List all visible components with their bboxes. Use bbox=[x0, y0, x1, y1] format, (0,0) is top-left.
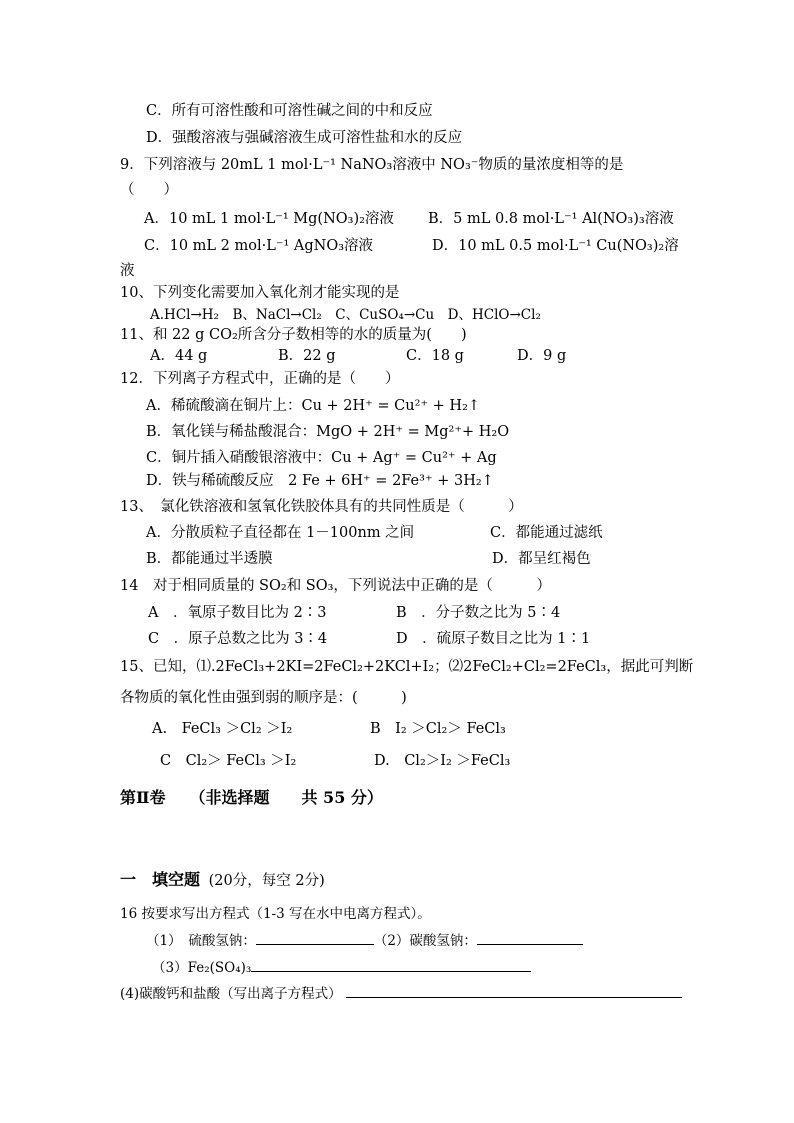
q9-option-d-wrap: 液 bbox=[120, 263, 135, 279]
q10-stem: 10、下列变化需要加入氧化剂才能实现的是 bbox=[120, 285, 400, 301]
q14-option-c: C ．原子总数之比为 3∶4 bbox=[148, 631, 328, 647]
q15-option-a: A. FeCl₃ ＞Cl₂ ＞I₂ bbox=[152, 721, 293, 737]
q11-option-d: D．9 g bbox=[517, 348, 567, 364]
q11-option-b: B．22 g bbox=[278, 348, 336, 364]
q14-option-b: B ．分子数之比为 5∶4 bbox=[396, 605, 561, 621]
q16-item-1-row bbox=[146, 930, 583, 951]
q12-option-d: D．铁与稀硫酸反应 2 Fe + 6H⁺ = 2Fe³⁺ + 3H₂↑ bbox=[146, 473, 494, 489]
q12-stem: 12．下列离子方程式中，正确的是（ ） bbox=[120, 371, 400, 387]
q16-item-3-label: （3）Fe₂(SO₄)₃ bbox=[152, 960, 252, 976]
q11-stem: 11、和 22 g CO₂所含分子数相等的水的质量为( ) bbox=[120, 327, 467, 343]
q16-item-1-label: （1） 硫酸氢钠： bbox=[146, 933, 256, 949]
q16-item-4-blank[interactable] bbox=[346, 983, 682, 998]
q12-option-b: B．氧化镁与稀盐酸混合：MgO + 2H⁺ = Mg²⁺+ H₂O bbox=[146, 424, 510, 440]
q16-item-1-blank[interactable] bbox=[256, 930, 374, 945]
q14-stem: 14 对于相同质量的 SO₂和 SO₃，下列说法中正确的是（ ） bbox=[120, 578, 551, 594]
q11-option-a: A．44 g bbox=[150, 348, 208, 364]
q13-option-a: A．分散质粒子直径都在 1－100nm 之间 bbox=[146, 525, 415, 541]
q9-option-d: D．10 mL 0.5 mol·L⁻¹ Cu(NO₃)₂溶 bbox=[432, 238, 679, 254]
q14-option-a: A ．氧原子数目比为 2∶3 bbox=[148, 605, 327, 621]
q13-option-d: D．都呈红褐色 bbox=[492, 551, 591, 567]
q12-option-a: A．稀硫酸滴在铜片上：Cu + 2H⁺ = Cu²⁺ + H₂↑ bbox=[146, 398, 481, 414]
q9-answer-paren: （ ） bbox=[120, 182, 178, 198]
q16-item-3-row bbox=[152, 957, 531, 978]
q9-stem: 9．下列溶液与 20mL 1 mol·L⁻¹ NaNO₃溶液中 NO₃⁻物质的量浓度相等的是 bbox=[120, 157, 624, 173]
q13-stem: 13、 氯化铁溶液和氢氧化铁胶体具有的共同性质是（ ） bbox=[120, 499, 523, 515]
q15-stem-continued: 各物质的氧化性由强到弱的顺序是：( ) bbox=[120, 690, 407, 706]
q16-item-4-row bbox=[120, 983, 682, 1004]
q16-item-2-label: （2）碳酸氢钠： bbox=[373, 933, 477, 949]
q16-item-3-blank[interactable] bbox=[251, 957, 531, 972]
q8-option-d: D．强酸溶液与强碱溶液生成可溶性盐和水的反应 bbox=[146, 130, 463, 146]
q10-options: A.HCl→H₂ B、NaCl→Cl₂ C、CuSO₄→Cu D、HClO→Cl₂ bbox=[150, 307, 541, 323]
q16-stem: 16 按要求写出方程式（1-3 写在水中电离方程式）。 bbox=[120, 906, 431, 922]
part-1-score-note: (20分，每空 2分) bbox=[208, 873, 325, 889]
q15-option-c: C Cl₂＞ FeCl₃ ＞I₂ bbox=[160, 753, 297, 769]
q9-option-b: B．5 mL 0.8 mol·L⁻¹ Al(NO₃)₃溶液 bbox=[428, 211, 674, 227]
part-1-title: 一 填空题 bbox=[120, 870, 201, 889]
q14-option-d: D ．硫原子数目之比为 1∶1 bbox=[396, 631, 591, 647]
q15-stem: 15、已知，⑴.2FeCl₃+2KI=2FeCl₂+2KCl+I₂；⑵2FeCl₂+Cl₂=2FeCl₃，据此可判断 bbox=[120, 659, 694, 675]
q9-option-a: A．10 mL 1 mol·L⁻¹ Mg(NO₃)₂溶液 bbox=[144, 211, 394, 227]
q12-option-c: C．铜片插入硝酸银溶液中：Cu + Ag⁺ = Cu²⁺ + Ag bbox=[146, 450, 497, 466]
q13-option-c: C．都能通过滤纸 bbox=[490, 525, 603, 541]
q11-option-c: C．18 g bbox=[406, 348, 464, 364]
section-2-title: 第Ⅱ卷 （非选择题 共 55 分） bbox=[120, 788, 383, 807]
q15-option-d: D. Cl₂＞I₂ ＞FeCl₃ bbox=[374, 753, 511, 769]
q13-option-b: B．都能通过半透膜 bbox=[146, 551, 273, 567]
part-1-heading bbox=[120, 870, 325, 891]
q9-option-c: C．10 mL 2 mol·L⁻¹ AgNO₃溶液 bbox=[144, 238, 374, 254]
q8-option-c: C．所有可溶性酸和可溶性碱之间的中和反应 bbox=[146, 103, 433, 119]
q16-item-4-label: (4)碳酸钙和盐酸（写出离子方程式） bbox=[120, 986, 342, 1002]
q16-item-2-blank[interactable] bbox=[477, 930, 583, 945]
q15-option-b: B I₂ ＞Cl₂＞ FeCl₃ bbox=[370, 721, 506, 737]
